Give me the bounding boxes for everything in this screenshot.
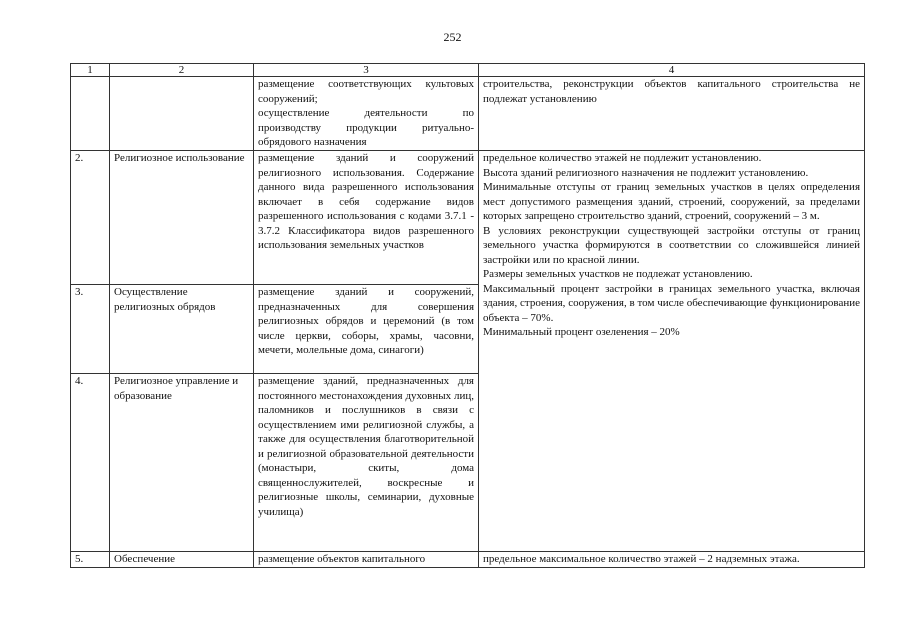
parameter-paragraph: Минимальные отступы от границ земельных участков в целях определения мест допустимого размещения зданий, строений, сооружений, за пределами которых запрещено строительство зданий, строений, сооружений – 3 м. [483, 181, 860, 222]
parameter-paragraph: Размеры земельных участков не подлежат установлению. [483, 268, 753, 280]
use-description [254, 552, 479, 568]
row-number: 4. [71, 374, 110, 552]
regulation-parameters [479, 151, 865, 552]
use-description [254, 151, 479, 285]
parameter-paragraph: Высота зданий религиозного назначения не подлежит установлению. [483, 166, 809, 179]
regulations-table [70, 63, 865, 568]
row-number: 2. [71, 151, 110, 285]
regulation-parameters [479, 552, 865, 568]
parameter-paragraph: Минимальный процент озеленения – 20% [483, 326, 680, 338]
table-row [71, 151, 865, 285]
description-paragraph: размещение объектов капитального [258, 553, 426, 565]
row-number: 5. [71, 552, 110, 568]
use-type-name: Обеспечение [110, 552, 254, 568]
column-header: 1 [71, 64, 110, 77]
use-type-name [110, 77, 254, 151]
description-paragraph: осуществление деятельности по производству продукции ритуально-обрядового назначения [258, 107, 474, 148]
parameter-paragraph: В условиях реконструкции существующей застройки отступы от границ земельного участка формируются в соответствии со сложившейся линией застройки или по красной линии. [483, 224, 860, 266]
description-paragraph: размещение зданий и сооружений, предназначенных для совершения религиозных обрядов и церемоний (в том числе церкви, соборы, храмы, часовни, мечети, молельные дома, синагоги) [258, 286, 474, 356]
description-paragraph: размещение зданий, предназначенных для постоянного местонахождения духовных лиц, паломников и послушников в связи с осуществлением ими религиозной службы, а также для осуществления благотворительной и религиозной образовательной деятельности (монастыри, скиты, дома священнослужителей, воскресные и религиозные школы, семинарии, духовные училища) [258, 375, 474, 518]
table-row [71, 77, 865, 151]
page-number: 252 [443, 30, 462, 44]
table-row [71, 552, 865, 568]
table-header-row [71, 64, 865, 77]
parameter-paragraph: Максимальный процент застройки в границах земельного участка, включая здания, строения, сооружения, в том числе обеспечивающие функционирование объекта – 70%. [483, 282, 860, 324]
regulation-parameters [479, 77, 865, 151]
column-header: 3 [254, 64, 479, 77]
use-description [254, 285, 479, 374]
use-type-name: Религиозное использование [110, 151, 254, 285]
row-number: 3. [71, 285, 110, 374]
description-paragraph: размещение соответствующих культовых сооружений; [258, 78, 474, 105]
use-type-name: Религиозное управление и образование [110, 374, 254, 552]
parameter-paragraph: предельное количество этажей не подлежит установлению. [483, 152, 762, 164]
use-type-name: Осуществление религиозных обрядов [110, 285, 254, 374]
use-description [254, 77, 479, 151]
column-header: 2 [110, 64, 254, 77]
column-header: 4 [479, 64, 865, 77]
parameter-paragraph: предельное максимальное количество этажей – 2 надземных этажа. [483, 553, 800, 565]
row-number [71, 77, 110, 151]
description-paragraph: размещение зданий и сооружений религиозного использования. Содержание данного вида разрешенного использования включает в себя содержание видов разрешенного использования с кодами 3.7.1 - 3.7.2 Классификатора видов разрешенного использования земельных участков [258, 152, 474, 251]
use-description [254, 374, 479, 552]
parameter-paragraph: строительства, реконструкции объектов капитального строительства не подлежат установлению [483, 78, 860, 105]
